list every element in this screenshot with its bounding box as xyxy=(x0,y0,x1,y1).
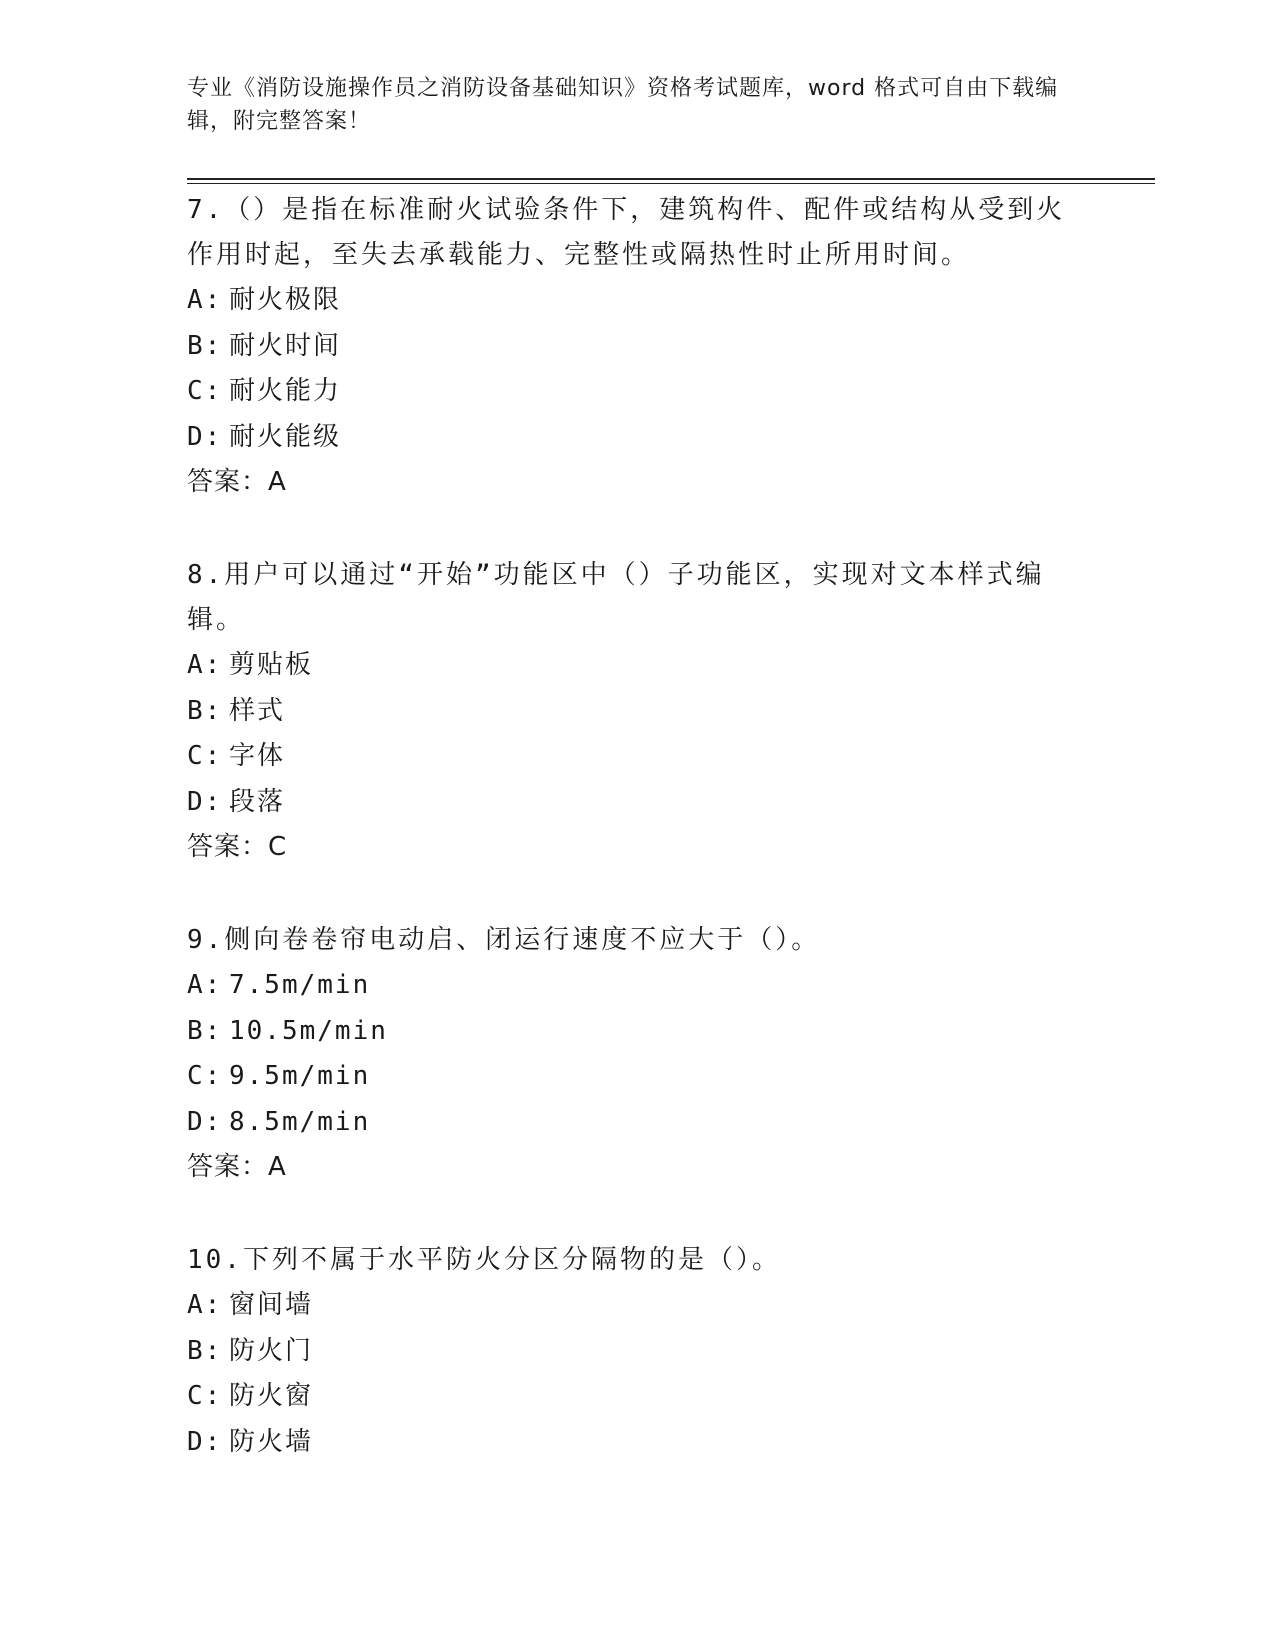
option-text: 防火墙 xyxy=(229,1426,314,1457)
option-label: D: xyxy=(187,421,223,452)
option-label: B: xyxy=(187,1015,223,1046)
option-label: A: xyxy=(187,970,223,1000)
option-text: 7.5m/min xyxy=(229,970,371,1000)
option-label: C: xyxy=(187,1381,223,1411)
question-stem: 10.下列不属于水平防火分区分隔物的是（）。 xyxy=(187,1245,781,1275)
option-label: D: xyxy=(187,786,223,817)
header-divider-thick xyxy=(187,178,1155,180)
option-label: A: xyxy=(187,650,223,680)
option-text: 耐火能力 xyxy=(229,376,342,406)
option-c xyxy=(187,734,1067,780)
option-label: C: xyxy=(187,1061,223,1091)
option-text: 样式 xyxy=(229,695,286,726)
option-b xyxy=(187,324,1067,370)
option-text: 9.5m/min xyxy=(229,1061,371,1091)
question-7 xyxy=(187,188,1067,505)
answer-line: 答案：C xyxy=(187,832,288,862)
option-text: 剪贴板 xyxy=(229,650,314,680)
question-8 xyxy=(187,553,1067,870)
option-b xyxy=(187,1329,1067,1375)
header-divider-thin xyxy=(187,183,1155,184)
option-text: 窗间墙 xyxy=(229,1290,314,1320)
option-a xyxy=(187,278,1067,324)
question-9 xyxy=(187,918,1067,1190)
question-stem: 9.侧向卷卷帘电动启、闭运行速度不应大于（）。 xyxy=(187,925,821,955)
option-d xyxy=(187,1100,1067,1146)
option-c xyxy=(187,369,1067,415)
option-a xyxy=(187,643,1067,689)
document-header: 专业《消防设施操作员之消防设备基础知识》资格考试题库，word 格式可自由下载编辑，附完整答案！ xyxy=(187,76,1059,134)
option-c xyxy=(187,1374,1067,1420)
option-text: 耐火时间 xyxy=(229,330,342,361)
option-d xyxy=(187,415,1067,461)
option-label: D: xyxy=(187,1106,223,1137)
option-text: 耐火极限 xyxy=(229,285,342,315)
option-label: C: xyxy=(187,741,223,771)
option-b xyxy=(187,689,1067,735)
option-text: 8.5m/min xyxy=(229,1106,371,1137)
option-text: 段落 xyxy=(229,786,286,817)
option-label: A: xyxy=(187,285,223,315)
option-label: B: xyxy=(187,695,223,726)
option-a xyxy=(187,1283,1067,1329)
question-stem: 8.用户可以通过“开始”功能区中（）子功能区，实现对文本样式编辑。 xyxy=(187,560,1045,635)
option-text: 字体 xyxy=(229,741,286,771)
option-d xyxy=(187,1420,1067,1466)
option-a xyxy=(187,963,1067,1009)
option-label: C: xyxy=(187,376,223,406)
option-label: D: xyxy=(187,1426,223,1457)
option-text: 防火门 xyxy=(229,1335,314,1366)
question-10 xyxy=(187,1238,1067,1465)
option-label: B: xyxy=(187,330,223,361)
option-label: A: xyxy=(187,1290,223,1320)
option-c xyxy=(187,1054,1067,1100)
answer-line: 答案：A xyxy=(187,467,287,497)
answer-line: 答案：A xyxy=(187,1152,287,1182)
option-d xyxy=(187,780,1067,826)
option-b xyxy=(187,1009,1067,1055)
option-text: 防火窗 xyxy=(229,1381,314,1411)
option-text: 10.5m/min xyxy=(229,1015,388,1046)
question-stem: 7.（）是指在标准耐火试验条件下，建筑构件、配件或结构从受到火作用时起，至失去承载能力、完整性或隔热性时止所用时间。 xyxy=(187,195,1066,270)
option-text: 耐火能级 xyxy=(229,421,342,452)
option-label: B: xyxy=(187,1335,223,1366)
